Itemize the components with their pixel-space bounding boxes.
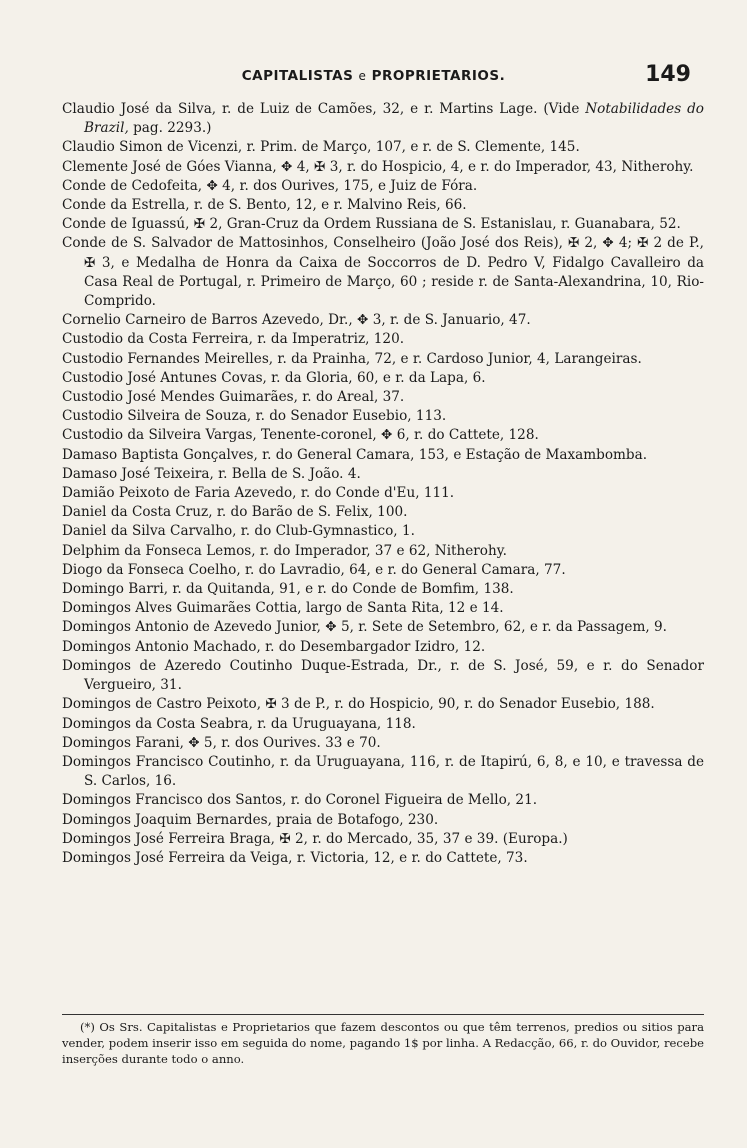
- entry-text: Custodio da Costa Ferreira, r. da Imperatriz, 120.: [62, 331, 405, 348]
- entry-text: Clemente José de Góes Vianna, ✥ 4, ✠ 3, r. do Hospicio, 4, e r. do Imperador, 43, Nitherohy.: [62, 158, 694, 175]
- title-part-2: PROPRIETARIOS.: [371, 68, 506, 84]
- entry-text: Claudio Simon de Vicenzi, r. Prim. de Março, 107, e r. de S. Clemente, 145.: [62, 139, 580, 156]
- running-title: [0, 68, 747, 84]
- entry-text: Domingos Joaquim Bernardes, praia de Botafogo, 230.: [62, 811, 439, 828]
- entry-text: Domingos de Azeredo Coutinho Duque-Estrada, Dr., r. de S. José, 59, e r. do Senador Vergueiro, 31.: [62, 657, 704, 694]
- directory-entry: [62, 503, 704, 522]
- directory-entry: [62, 388, 704, 407]
- directory-entry: [62, 753, 704, 791]
- entry-text: Conde de Cedofeita, ✥ 4, r. dos Ourives, 175, e Juiz de Fóra.: [62, 177, 478, 194]
- directory-entry: [62, 138, 704, 157]
- directory-entry: [62, 830, 704, 849]
- directory-entry: [62, 196, 704, 215]
- footnote: [62, 1014, 704, 1067]
- entry-text: Conde de S. Salvador de Mattosinhos, Conselheiro (João José dos Reis), ✠ 2, ✥ 4; ✠ 2 de P., ✠ 3, e Medalha de Honra da Caixa de Soccorros de D. Pedro V, Fidalgo Cavalleiro da Casa Real de Portugal, r. Primeiro de Março, 60 ; reside r. de Santa-Alexandrina, 10, Rio-Comprido.: [62, 235, 704, 310]
- entry-text: Custodio da Silveira Vargas, Tenente-coronel, ✥ 6, r. do Cattete, 128.: [62, 427, 539, 444]
- entry-text: Domingos Farani, ✥ 5, r. dos Ourives. 33 e 70.: [62, 734, 381, 751]
- directory-entry: [62, 215, 704, 234]
- directory-entry: [62, 561, 704, 580]
- entry-text: Conde da Estrella, r. de S. Bento, 12, e r. Malvino Reis, 66.: [62, 197, 467, 214]
- entry-text: Damaso Baptista Gonçalves, r. do General Camara, 153, e Estação de Maxambomba.: [62, 446, 648, 463]
- entry-text: Cornelio Carneiro de Barros Azevedo, Dr., ✥ 3, r. de S. Januario, 47.: [62, 312, 531, 329]
- entry-text: Domingos Alves Guimarães Cottia, largo de Santa Rita, 12 e 14.: [62, 600, 504, 617]
- directory-entry: [62, 638, 704, 657]
- entry-text: Delphim da Fonseca Lemos, r. do Imperador, 37 e 62, Nitherohy.: [62, 542, 507, 559]
- directory-entry: [62, 407, 704, 426]
- page-number: 149: [645, 62, 691, 87]
- entry-text: Damião Peixoto de Faria Azevedo, r. do Conde d'Eu, 111.: [62, 485, 455, 502]
- entry-text: Domingos Antonio Machado, r. do Desembargador Izidro, 12.: [62, 638, 486, 655]
- directory-entry: [62, 849, 704, 868]
- directory-entry: [62, 311, 704, 330]
- directory-entry: [62, 158, 704, 177]
- entry-text-continued: pag. 2293.): [128, 120, 212, 137]
- directory-entry: [62, 522, 704, 541]
- directory-entry: [62, 791, 704, 810]
- entry-text: Domingos Francisco dos Santos, r. do Coronel Figueira de Mello, 21.: [62, 792, 538, 809]
- entry-text: Custodio Silveira de Souza, r. do Senador Eusebio, 113.: [62, 408, 447, 425]
- directory-entry: [62, 177, 704, 196]
- directory-entry: [62, 715, 704, 734]
- directory-entry: [62, 330, 704, 349]
- directory-entry: [62, 234, 704, 311]
- entry-text: Claudio José da Silva, r. de Luiz de Camões, 32, e r. Martins Lage. (Vide: [62, 101, 586, 117]
- directory-entry: [62, 369, 704, 388]
- directory-entry: [62, 580, 704, 599]
- directory-entry: [62, 484, 704, 503]
- title-ampersand: e: [358, 69, 367, 83]
- directory-entry: [62, 734, 704, 753]
- entry-text: Custodio Fernandes Meirelles, r. da Prainha, 72, e r. Cardoso Junior, 4, Larangeiras.: [62, 350, 642, 367]
- entry-text: Domingo Barri, r. da Quitanda, 91, e r. do Conde de Bomfim, 138.: [62, 581, 514, 598]
- entry-text: Daniel da Silva Carvalho, r. do Club-Gymnastico, 1.: [62, 523, 415, 540]
- entry-text: Domingos Antonio de Azevedo Junior, ✥ 5, r. Sete de Setembro, 62, e r. da Passagem, 9.: [62, 619, 667, 636]
- entry-text: Domingos José Ferreira da Veiga, r. Victoria, 12, e r. do Cattete, 73.: [62, 849, 528, 866]
- directory-entry: [62, 426, 704, 445]
- directory-entry: [62, 542, 704, 561]
- entry-text: Custodio José Antunes Covas, r. da Gloria, 60, e r. da Lapa, 6.: [62, 369, 486, 386]
- entry-italic-reference: Notabilidades do Brazil,: [84, 101, 704, 137]
- entry-text: Domingos José Ferreira Braga, ✠ 2, r. do Mercado, 35, 37 e 39. (Europa.): [62, 830, 568, 847]
- entry-text: Domingos da Costa Seabra, r. da Uruguayana, 118.: [62, 715, 416, 732]
- directory-entry: [62, 695, 704, 714]
- directory-entry: [62, 446, 704, 465]
- entry-text: Daniel da Costa Cruz, r. do Barão de S. Felix, 100.: [62, 504, 408, 521]
- entry-text: Diogo da Fonseca Coelho, r. do Lavradio, 64, e r. do General Camara, 77.: [62, 561, 566, 578]
- directory-entry: [62, 465, 704, 484]
- entry-text: Custodio José Mendes Guimarães, r. do Areal, 37.: [62, 389, 405, 406]
- entry-text: Conde de Iguassú, ✠ 2, Gran-Cruz da Ordem Russiana de S. Estanislau, r. Guanabara, 52.: [62, 216, 681, 233]
- directory-entry: [62, 100, 704, 138]
- directory-entry: [62, 811, 704, 830]
- directory-entry: [62, 618, 704, 637]
- page-header: [0, 62, 747, 92]
- directory-entry: [62, 599, 704, 618]
- title-part-1: CAPITALISTAS: [241, 68, 354, 84]
- entry-text: Domingos de Castro Peixoto, ✠ 3 de P., r. do Hospicio, 90, r. do Senador Eusebio, 188.: [62, 696, 655, 713]
- footnote-text: (*) Os Srs. Capitalistas e Proprietarios que fazem descontos ou que têm terrenos, predios ou sitios para vender, podem inserir isso em seguida do nome, pagando 1$ por linha. A Redacção, 66, r. do Ouvidor, recebe inserções durante todo o anno.: [62, 1020, 704, 1066]
- entry-list: [62, 100, 704, 868]
- directory-entry: [62, 350, 704, 369]
- entry-text: Domingos Francisco Coutinho, r. da Uruguayana, 116, r. de Itapirú, 6, 8, e 10, e travessa de S. Carlos, 16.: [62, 753, 704, 790]
- entry-text: Damaso José Teixeira, r. Bella de S. João. 4.: [62, 465, 361, 482]
- directory-entry: [62, 657, 704, 695]
